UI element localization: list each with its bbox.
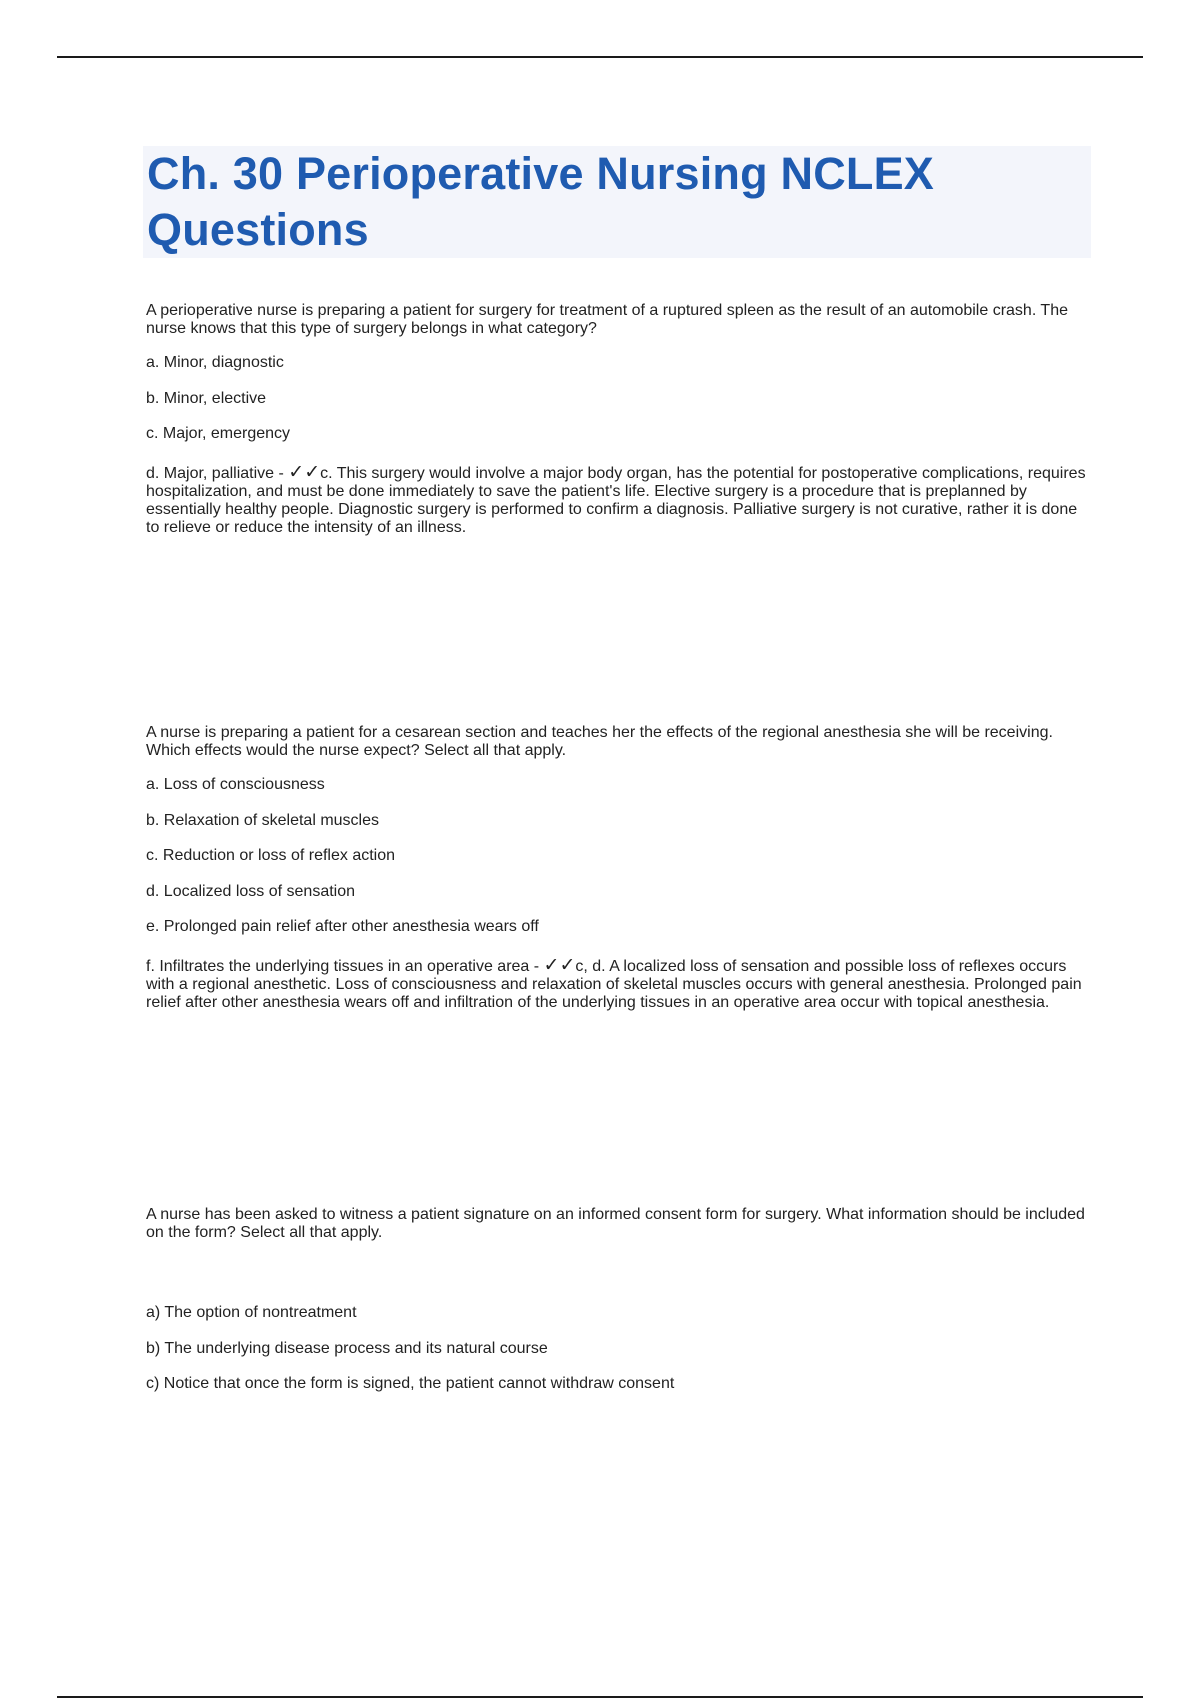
question-2 (146, 724, 1086, 1012)
check-mark-icon: ✓✓ (543, 953, 576, 976)
header-rule (57, 56, 1143, 58)
answer-option: a) The option of nontreatment (146, 1304, 357, 1321)
answer-option: b) The underlying disease process and its natural course (146, 1339, 548, 1357)
answer-option-label: f. Infiltrates the underlying tissues in an operative area - (146, 957, 544, 975)
answer-option: c. Major, emergency (146, 425, 291, 442)
question-stem: A perioperative nurse is preparing a patient for surgery for treatment of a ruptured spleen as the result of an automobile crash. The nurse knows that this type of surgery belongs in what category? (146, 302, 1068, 337)
question-1 (146, 302, 1086, 537)
answer-option-with-rationale (146, 461, 1086, 537)
question-3 (146, 1206, 1086, 1411)
title-banner (143, 146, 1091, 258)
answer-rationale: c. This surgery would involve a major body organ, has the potential for postoperative complications, requires hospitalization, and must be done immediately to save the patient's life. Elective surgery is a procedure that is preplanned by essentially healthy people. Diagnostic surgery is performed to confirm a diagnosis. Palliative surgery is not curative, rather it is done to relieve or reduce the intensity of an illness. (146, 464, 1086, 536)
answer-option: b. Relaxation of skeletal muscles (146, 811, 379, 829)
answer-option: e. Prolonged pain relief after other anesthesia wears off (146, 918, 539, 935)
answer-option: b. Minor, elective (146, 389, 267, 407)
footer-rule (57, 1696, 1143, 1698)
page-title: Ch. 30 Perioperative Nursing NCLEX Questions (147, 148, 935, 255)
question-stem: A nurse has been asked to witness a patient signature on an informed consent form for surgery. What information should be included on the form? Select all that apply. (146, 1206, 1085, 1241)
answer-option: d. Localized loss of sensation (146, 882, 356, 900)
answer-option: c) Notice that once the form is signed, the patient cannot withdraw consent (146, 1375, 675, 1392)
answer-option: a. Loss of consciousness (146, 776, 325, 793)
answer-option-with-rationale (146, 954, 1086, 1012)
answer-option-label: d. Major, palliative - (146, 464, 289, 482)
answer-rationale: c, d. A localized loss of sensation and possible loss of reflexes occurs with a regional anesthetic. Loss of consciousness and relaxation of skeletal muscles occurs with general anesthesia. Prolonged pain relief after other anesthesia wears off and infiltration of the underlying tissues in an operative area occur with topical anesthesia. (146, 957, 1082, 1011)
check-mark-icon: ✓✓ (288, 460, 321, 483)
question-stem: A nurse is preparing a patient for a cesarean section and teaches her the effects of the regional anesthesia she will be receiving. Which effects would the nurse expect? Select all that apply. (146, 724, 1053, 759)
answer-option: c. Reduction or loss of reflex action (146, 847, 396, 864)
answer-option: a. Minor, diagnostic (146, 354, 284, 371)
